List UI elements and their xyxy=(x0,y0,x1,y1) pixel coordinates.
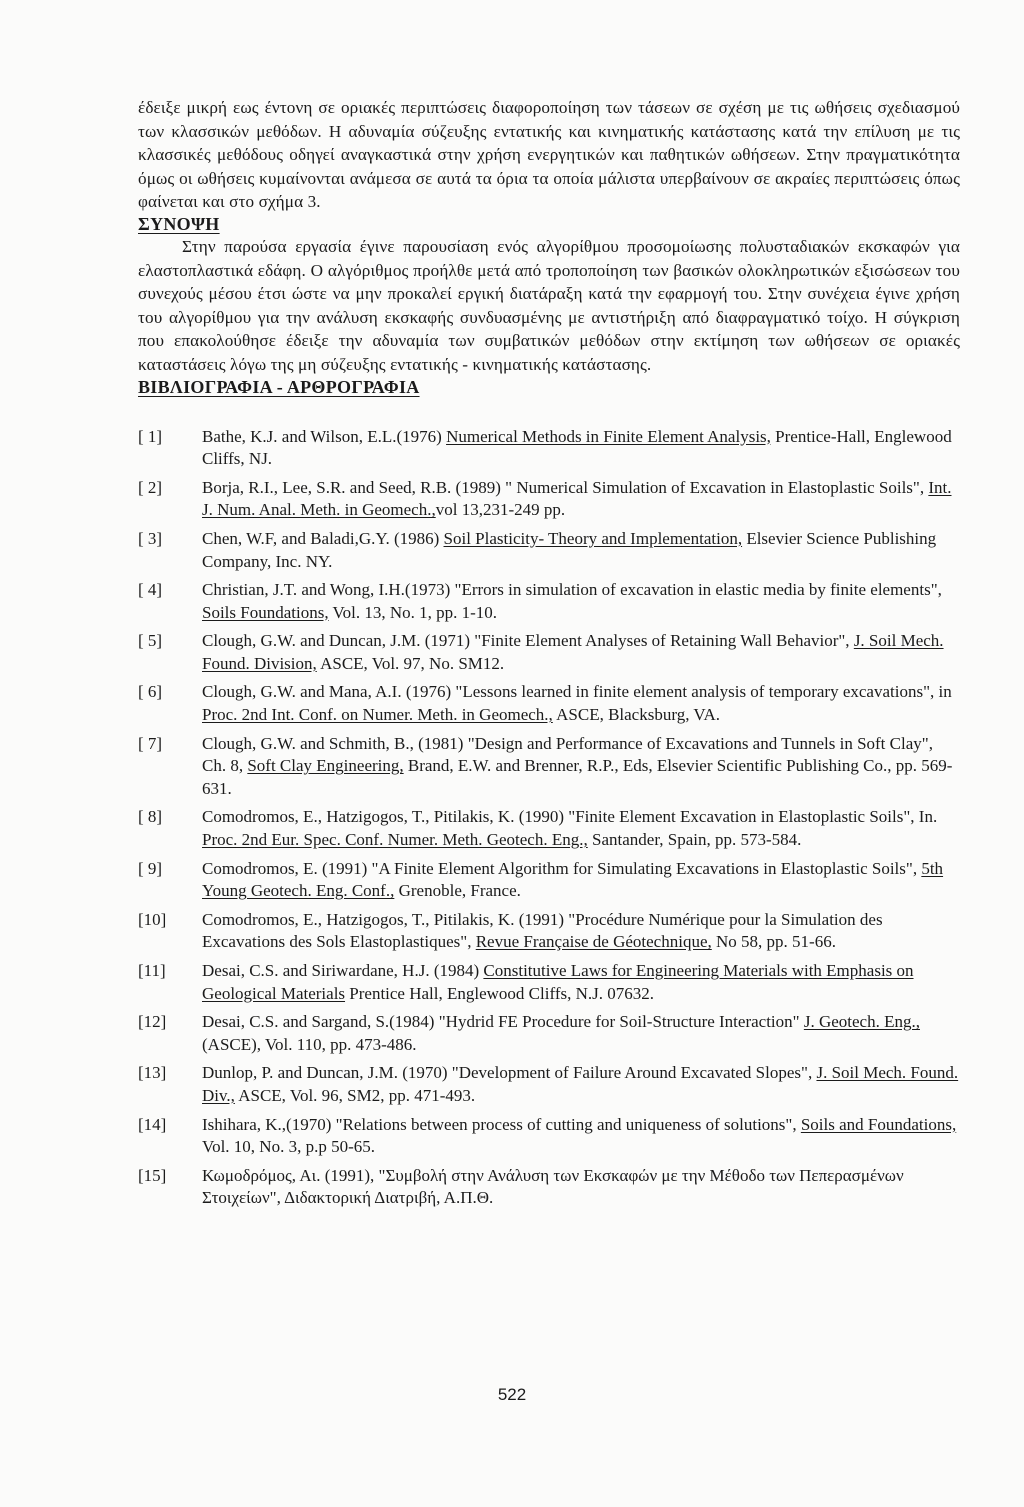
reference-source: Proc. 2nd Int. Conf. on Numer. Meth. in Geomech., xyxy=(202,705,553,725)
reference-source: Soils Foundations, xyxy=(202,602,329,622)
reference-source: Int. J. Num. Anal. Meth. in Geomech., xyxy=(202,477,952,520)
reference-item xyxy=(138,579,960,624)
reference-source: Constitutive Laws for Engineering Materials with Emphasis on Geological Materials xyxy=(202,961,914,1003)
reference-item xyxy=(138,909,960,954)
bibliography-heading: ΒΙΒΛΙΟΓΡΑΦΙΑ - ΑΡΘΡΟΓΡΑΦΙΑ xyxy=(138,376,420,397)
reference-source: J. Soil Mech. Found. Div., xyxy=(202,1063,959,1105)
reference-number: [ 1] xyxy=(138,426,163,446)
reference-number: [ 4] xyxy=(138,580,163,600)
synopsis-paragraph: Στην παρούσα εργασία έγινε παρουσίαση ενός αλγορίθμου προσομοίωσης πολυσταδιακών εκσκαφών για ελαστοπλαστικά εδάφη. Ο αλγόριθμος προήλθε μετά από τροποποίηση των βασικών ολοκληρωτικών εξισώσεων του συνεχούς μέσου έτσι ώστε να μην προκαλεί εργική διατάραξη κατά την εφαρμογή του. Στην συνέχεια έγινε χρήση του αλγορίθμου για την ανάλυση εκσκαφής συνδυασμένης με αντιστήριξη από διαφραγματικό τοίχο. Η σύγκριση που επακολούθησε έδειξε την αδυναμία των συμβατικών μεθόδων στην εκτίμηση των ωθήσεων σε οριακές καταστάσεις λόγω της μη σύζευξης εντατικής - κινηματικής κατάστασης. xyxy=(138,236,960,374)
reference-text: Comodromos, E., Hatzigogos, T., Pitilakis, K. (1991) "Procédure Numérique pour la Simulation des Excavations des Sols Elastoplastiques", xyxy=(202,909,883,952)
reference-item xyxy=(138,1011,960,1056)
reference-text: Christian, J.T. and Wong, I.H.(1973) "Errors in simulation of excavation in elastic media by finite elements", xyxy=(202,580,942,600)
reference-text-tail: Vol. 10, No. 3, p.p 50-65. xyxy=(202,1137,375,1157)
reference-text-tail: Prentice-Hall, Englewood Cliffs, NJ. xyxy=(202,426,952,469)
reference-text: Κωμοδρόμος, Αι. (1991), "Συμβολή στην Ανάλυση των Εκσκαφών με την Μέθοδο των Πεπερασμένων Στοιχείων", Διδακτορική Διατριβή, Α.Π.Θ. xyxy=(202,1165,904,1208)
reference-item xyxy=(138,960,960,1005)
reference-number: [12] xyxy=(138,1012,167,1032)
reference-item xyxy=(138,806,960,851)
reference-text-tail: Brand, E.W. and Brenner, R.P., Eds, Elsevier Scientific Publishing Co., pp. 569-631. xyxy=(202,756,953,798)
reference-text: Desai, C.S. and Siriwardane, H.J. (1984) xyxy=(202,961,484,980)
reference-text: Desai, C.S. and Sargand, S.(1984) "Hydrid FE Procedure for Soil-Structure Interaction" xyxy=(202,1012,804,1032)
page-content xyxy=(138,96,960,1216)
reference-text: Chen, W.F, and Baladi,G.Y. (1986) xyxy=(202,528,444,548)
reference-item xyxy=(138,630,960,675)
reference-text: Ishihara, K.,(1970) "Relations between process of cutting and uniqueness of solutions", xyxy=(202,1114,801,1134)
reference-source: Numerical Methods in Finite Element Analysis, xyxy=(446,426,771,446)
reference-text-tail: (ASCE), Vol. 110, pp. 473-486. xyxy=(202,1034,417,1054)
reference-text-tail: Prentice Hall, Englewood Cliffs, N.J. 07632. xyxy=(345,983,654,1003)
reference-number: [ 7] xyxy=(138,733,163,753)
reference-number: [ 9] xyxy=(138,858,163,878)
reference-source: Soils and Foundations, xyxy=(800,1114,957,1134)
reference-source: 5th Young Geotech. Eng. Conf., xyxy=(202,858,944,901)
reference-number: [15] xyxy=(138,1165,167,1185)
reference-source: Proc. 2nd Eur. Spec. Conf. Numer. Meth. Geotech. Eng., xyxy=(202,830,588,850)
reference-source: Revue Française de Géotechnique, xyxy=(475,932,712,952)
reference-item xyxy=(138,1165,960,1210)
reference-text-tail: vol 13,231-249 pp. xyxy=(435,500,566,520)
reference-source: Soil Plasticity- Theory and Implementation, xyxy=(443,528,743,548)
synopsis-heading: ΣΥΝΟΨΗ xyxy=(138,213,220,234)
reference-text: Comodromos, E., Hatzigogos, T., Pitilakis, K. (1990) "Finite Element Excavation in Elastoplastic Soils", In. xyxy=(202,807,938,827)
reference-item xyxy=(138,681,960,726)
reference-item xyxy=(138,733,960,801)
reference-number: [ 5] xyxy=(138,631,163,651)
reference-number: [10] xyxy=(138,909,167,929)
reference-number: [ 3] xyxy=(138,528,163,548)
reference-text-tail: Vol. 13, No. 1, pp. 1-10. xyxy=(328,602,498,622)
reference-text: Dunlop, P. and Duncan, J.M. (1970) "Development of Failure Around Excavated Slopes", xyxy=(202,1063,817,1083)
reference-source: Soft Clay Engineering, xyxy=(247,756,404,776)
reference-number: [14] xyxy=(138,1114,167,1134)
reference-text-tail: Grenoble, France. xyxy=(394,881,521,901)
reference-text: Comodromos, E. (1991) "A Finite Element Algorithm for Simulating Excavations in Elastoplastic Soils", xyxy=(202,858,922,878)
reference-item xyxy=(138,477,960,522)
intro-paragraph: έδειξε μικρή εως έντονη σε οριακές περιπτώσεις διαφοροποίηση των τάσεων σε σχέση με τις ωθήσεις σχεδιασμού των κλασσικών μεθόδων. Η αδυναμία σύζευξης εντατικής και κινηματικής κατάστασης κατά την επίλυση με τις κλασσικές μεθόδους οδηγεί αναγκαστικά στην χρήση ενεργητικών και παθητικών ωθήσεων. Στην πραγματικότητα όμως οι ωθήσεις κυμαίνονται ανάμεσα σε αυτά τα όρια τα οποία μάλιστα υπερβαίνουν σε ακραίες περιπτώσεις όπως φαίνεται και στο σχήμα 3. xyxy=(138,98,960,212)
reference-text: Clough, G.W. and Schmith, B., (1981) "Design and Performance of Excavations and Tunnels in Soft Clay", Ch. 8, xyxy=(202,733,933,776)
reference-number: [ 2] xyxy=(138,477,163,497)
reference-source: J. Soil Mech. Found. Division, xyxy=(202,631,944,673)
reference-item xyxy=(138,1062,960,1107)
reference-text: Borja, R.I., Lee, S.R. and Seed, R.B. (1989) " Numerical Simulation of Excavation in Elastoplastic Soils", xyxy=(202,477,929,497)
reference-text: Clough, G.W. and Mana, A.I. (1976) "Lessons learned in finite element analysis of temporary excavations", in xyxy=(202,682,952,702)
reference-text-tail: ASCE, Vol. 97, No. SM12. xyxy=(316,653,505,673)
reference-text-tail: No 58, pp. 51-66. xyxy=(711,932,836,952)
reference-text-tail: ASCE, Blacksburg, VA. xyxy=(552,705,721,725)
reference-number: [11] xyxy=(138,961,166,980)
page-number: 522 xyxy=(497,1385,527,1404)
reference-text-tail: Santander, Spain, pp. 573-584. xyxy=(587,830,802,850)
reference-number: [ 8] xyxy=(138,807,163,827)
reference-item xyxy=(138,528,960,573)
reference-text: Bathe, K.J. and Wilson, E.L.(1976) xyxy=(202,426,447,446)
reference-number: [ 6] xyxy=(138,682,163,702)
reference-text-tail: Elsevier Science Publishing Company, Inc. NY. xyxy=(202,528,937,571)
reference-text: Clough, G.W. and Duncan, J.M. (1971) "Finite Element Analyses of Retaining Wall Behavior", xyxy=(202,631,854,651)
reference-source: J. Geotech. Eng., xyxy=(803,1012,920,1032)
reference-number: [13] xyxy=(138,1063,167,1083)
reference-item xyxy=(138,858,960,903)
reference-text-tail: ASCE, Vol. 96, SM2, pp. 471-493. xyxy=(234,1085,476,1105)
reference-item xyxy=(138,1114,960,1159)
reference-item xyxy=(138,426,960,471)
reference-list xyxy=(138,426,960,1210)
